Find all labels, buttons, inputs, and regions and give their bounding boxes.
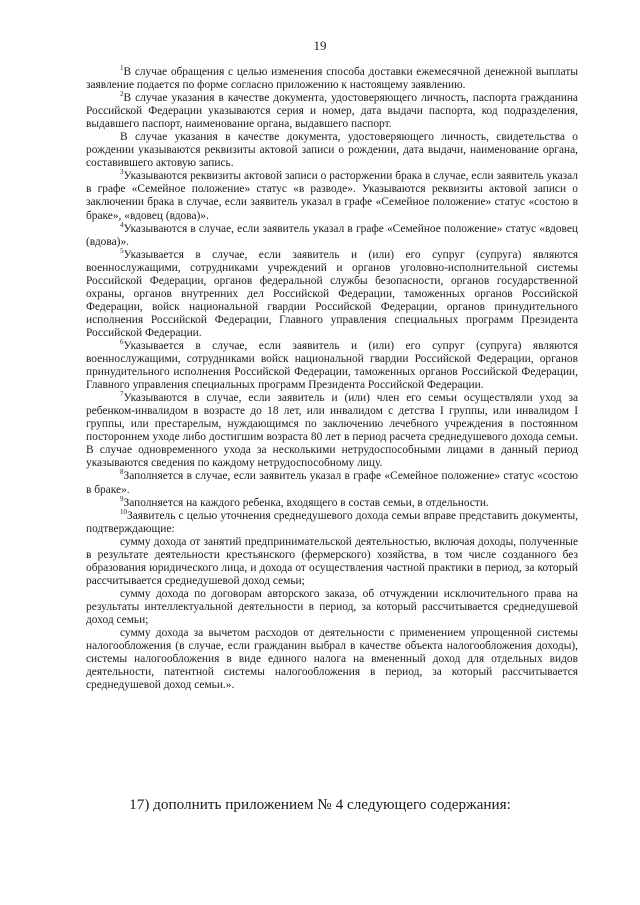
footnote-text: Указываются в случае, если заявитель указал в графе «Семейное положение» статус «вдовец (вдова)».: [86, 222, 578, 248]
footnote-marker: 10: [120, 507, 127, 516]
footnote-10-item-3: [86, 627, 578, 692]
footnote-marker: 4: [120, 220, 124, 229]
footnote-marker: 2: [120, 90, 124, 99]
footnote-text: сумму дохода от занятий предпринимательской деятельностью, включая доходы, полученные в результате деятельности крестьянского (фермерского) хозяйства, в том числе созданного без образования юридического лица, и дохода от осуществления частной практики в период, за который рассчитывается среднедушевой доход семьи;: [86, 535, 578, 587]
footnote-4: [86, 220, 578, 249]
footnote-6: [86, 340, 578, 392]
footnote-2-continuation: [86, 131, 578, 170]
footnote-2: [86, 92, 578, 131]
footnote-text: Указывается в случае, если заявитель и (или) его супруг (супруга) являются военнослужащими, сотрудниками учреждений и органов уголовно-исполнительной системы Российской Федерации, органов федеральной службы безопасности, органов государственной охраны, органов внутренних дел Российской Федерации, таможенных органов Российской Федерации, войск национальной гвардии Российской Федерации, органов принудительного исполнения Российской Федерации, Главного управления специальных программ Президента Российской Федерации.: [86, 248, 578, 339]
page-number: 19: [313, 38, 327, 53]
footnote-text: В случае указания в качестве документа, удостоверяющего личность, паспорта гражданина Российской Федерации указываются серия и номер, дата выдачи паспорта, код подразделения, выдавшего паспорт, наименование органа, выдавшего паспорт.: [86, 92, 578, 131]
footnote-8: [86, 470, 578, 496]
footnote-text: сумму дохода по договорам авторского заказа, об отчуждении исключительного права на результаты интеллектуальной деятельности в период, за который рассчитывается среднедушевой доход семьи;: [86, 587, 578, 626]
footnote-text: Указываются в случае, если заявитель и (или) член его семьи осуществляли уход за ребенком-инвалидом в возрасте до 18 лет, или инвалидом с детства I группы, или инвалидом I группы, или престарелым, нуждающимся по заключению лечебного учреждения в постоянном постороннем уходе либо достигшим возраста 80 лет в период расчета среднедушевого дохода семьи. В случае одновременного ухода за несколькими нетрудоспособными лицами в данный период указываются сведения по каждому нетрудоспособному лицу.: [86, 392, 578, 470]
footnote-marker: 8: [120, 468, 124, 477]
footnote-9: [86, 494, 578, 510]
footnote-text: Указываются реквизиты актовой записи о расторжении брака в случае, если заявитель указал в графе «Семейное положение» статус «в разводе». Указываются реквизиты актовой записи о заключении брака в случае, если заявитель указал в графе «Семейное положение» статус «состою в браке», «вдовец (вдова)».: [86, 170, 578, 222]
footnote-text: сумму дохода за вычетом расходов от деятельности с применением упрощенной системы налогообложения (в случае, если гражданин выбрал в качестве объекта налогообложения доходы), системы налогообложения в виде единого налога на вмененный доход для отдельных видов деятельности, патентной системы налогообложения в период, за который рассчитывается среднедушевой доход семьи.».: [86, 627, 578, 692]
footnote-text: Заполняется на каждого ребенка, входящего в состав семьи, в отдельности.: [123, 496, 489, 509]
footnote-10: [86, 507, 578, 536]
footnote-marker: 1: [120, 64, 124, 73]
footnote-text: Указывается в случае, если заявитель и (или) его супруг (супруга) являются военнослужащими, сотрудниками войск национальной гвардии Российской Федерации, органов принудительного исполнения Российской Федерации, таможенных органов Российской Федерации, Главного управления специальных программ Президента Российской Федерации.: [86, 339, 578, 392]
footnotes-section: [86, 66, 578, 692]
footnote-10-item-2: [86, 588, 578, 627]
footnote-marker: 9: [120, 494, 124, 503]
footnote-marker: 3: [120, 168, 124, 177]
footnote-text: Заполняется в случае, если заявитель указал в графе «Семейное положение» статус «состою в браке».: [86, 470, 578, 496]
footnote-marker: 6: [120, 338, 124, 347]
footnote-marker: 5: [120, 246, 124, 255]
footnote-text: В случае указания в качестве документа, удостоверяющего личность, свидетельства о рождении указываются реквизиты актовой записи о рождении, дата выдачи, наименование органа, составившего актовую запись.: [86, 131, 578, 170]
footnote-marker: 7: [120, 390, 124, 399]
footnote-1: [86, 66, 578, 92]
footnote-text: Заявитель с целью уточнения среднедушевого дохода семьи вправе представить документы, подтверждающие:: [86, 509, 578, 535]
footnote-5: [86, 246, 578, 340]
footnote-7: [86, 392, 578, 470]
amendment-line: 17) дополнить приложением № 4 следующего содержания:: [129, 796, 511, 813]
footnote-10-item-1: [86, 536, 578, 588]
footnote-3: [86, 170, 578, 222]
footnote-text: В случае обращения с целью изменения способа доставки ежемесячной денежной выплаты заявление подается по форме согласно приложению к настоящему заявлению.: [86, 66, 578, 92]
